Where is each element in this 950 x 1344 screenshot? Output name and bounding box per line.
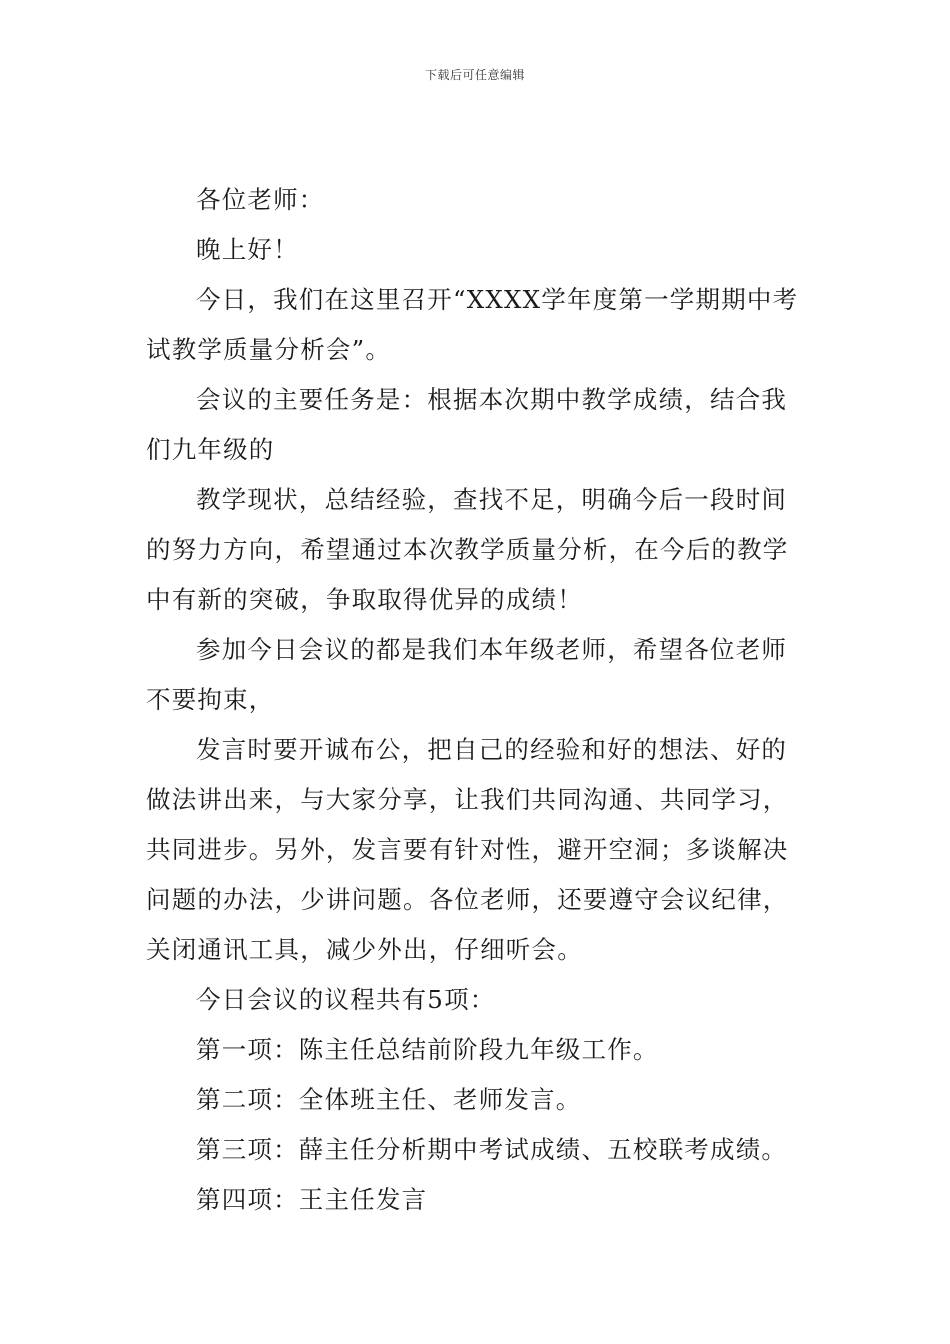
agenda-item-3: 第三项：薛主任分析期中考试成绩、五校联考成绩。 xyxy=(196,1135,788,1164)
document-body xyxy=(146,178,808,1228)
paragraph-line: 做法讲出来，与大家分享，让我们共同沟通、共同学习， xyxy=(146,785,789,814)
paragraph-line: 关闭通讯工具，减少外出，仔细听会。 xyxy=(146,935,583,964)
paragraph-line: 不要拘束， xyxy=(146,685,275,714)
paragraph-line: 共同进步。另外，发言要有针对性，避开空洞；多谈解决 xyxy=(146,835,789,864)
paragraph-line: 们九年级的 xyxy=(146,435,275,464)
paragraph-line: 的努力方向，希望通过本次教学质量分析，在今后的教学 xyxy=(146,535,789,564)
paragraph-line: 今日，我们在这里召开“XXXX学年度第一学期期中考 xyxy=(196,285,799,314)
agenda-intro: 今日会议的议程共有5项： xyxy=(196,985,496,1014)
paragraph-line: 教学现状，总结经验，查找不足，明确今后一段时间 xyxy=(196,485,788,514)
agenda-item-4: 第四项：王主任发言 xyxy=(196,1185,428,1214)
agenda-item-1: 第一项：陈主任总结前阶段九年级工作。 xyxy=(196,1035,659,1064)
paragraph-line: 参加今日会议的都是我们本年级老师，希望各位老师 xyxy=(196,635,788,664)
greeting: 晚上好！ xyxy=(196,235,299,264)
paragraph-line: 问题的办法，少讲问题。各位老师，还要遵守会议纪律， xyxy=(146,885,789,914)
paragraph-line: 发言时要开诚布公，把自己的经验和好的想法、好的 xyxy=(196,735,788,764)
paragraph-line: 会议的主要任务是：根据本次期中教学成绩，结合我 xyxy=(196,385,788,414)
paragraph-line: 中有新的突破，争取取得优异的成绩！ xyxy=(146,585,583,614)
paragraph-line: 试教学质量分析会”。 xyxy=(146,335,392,364)
agenda-item-2: 第二项：全体班主任、老师发言。 xyxy=(196,1085,582,1114)
page-header: 下载后可任意编辑 xyxy=(424,68,525,82)
salutation: 各位老师： xyxy=(196,185,325,214)
